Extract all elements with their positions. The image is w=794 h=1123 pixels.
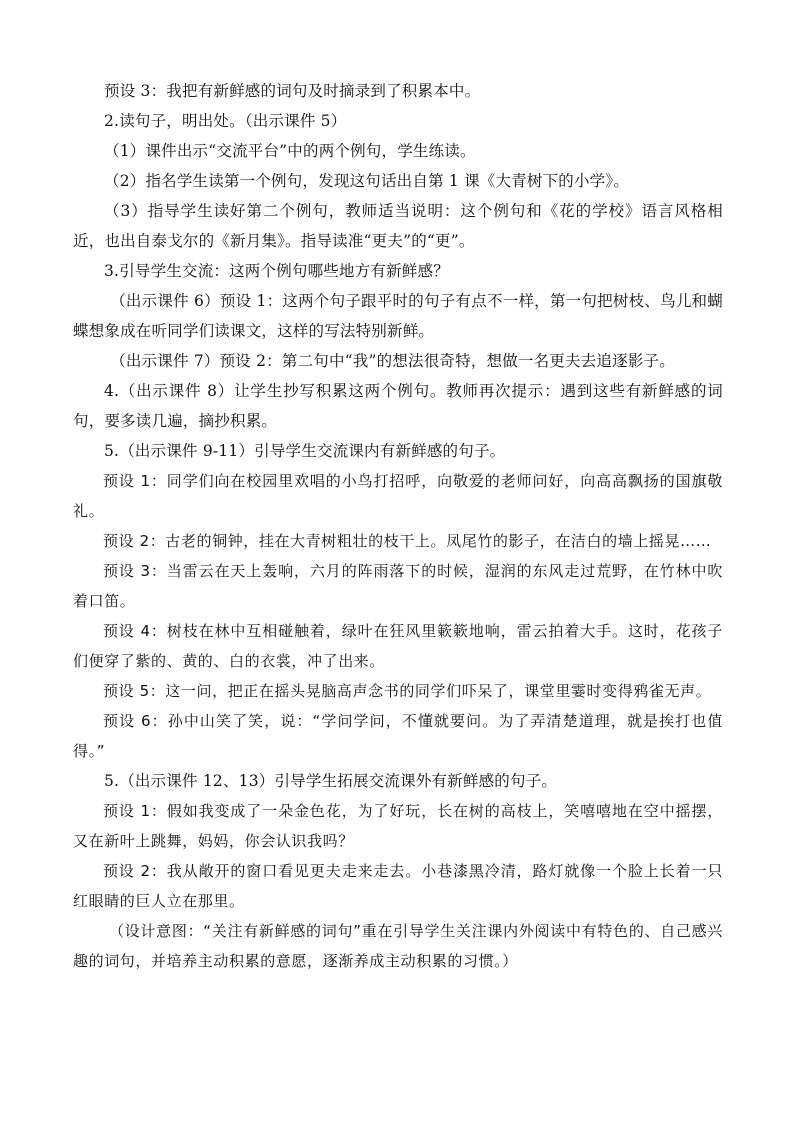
paragraph-step-2: 2.读句子，明出处。（出示课件 5） (104, 112, 347, 130)
paragraph-step-5b: 5.（出示课件 12、13）引导学生拓展交流课外有新鲜感的句子。 (104, 772, 558, 790)
paragraph-step-2-2: （2）指名学生读第一个例句，发现这句话出自第 1 课《大青树下的小学》。 (104, 172, 630, 190)
paragraph-extra-preset-1: 预设 1：假如我变成了一朵金色花，为了好玩，长在树的高枝上，笑嘻嘻地在空中摇摆，又在新叶上跳舞，妈妈，你会认识我吗？ (73, 802, 723, 850)
paragraph-design-intent: （设计意图：“关注有新鲜感的词句”重在引导学生关注课内外阅读中有特色的、自己感兴趣的词句，并培养主动积累的意愿，逐渐养成主动积累的习惯。） (73, 922, 723, 970)
paragraph-step-2-1: （1）课件出示“交流平台”中的两个例句，学生练读。 (104, 142, 476, 160)
paragraph-step-3-preset-1: （出示课件 6）预设 1：这两个句子跟平时的句子有点不一样，第一句把树枝、鸟儿和蝴蝶想象成在听同学们读课文，这样的写法特别新鲜。 (73, 292, 723, 340)
paragraph-inclass-preset-1: 预设 1：同学们向在校园里欢唱的小鸟打招呼，向敬爱的老师问好，向高高飘扬的国旗敬礼。 (73, 472, 723, 520)
paragraph-step-2-3: （3）指导学生读好第二个例句，教师适当说明：这个例句和《花的学校》语言风格相近，也出自泰戈尔的《新月集》。指导读准“更夫”的“更”。 (73, 202, 723, 250)
paragraph-step-4: 4.（出示课件 8）让学生抄写积累这两个例句。教师再次提示：遇到这些有新鲜感的词句，要多读几遍，摘抄积累。 (73, 382, 723, 430)
paragraph-inclass-preset-2: 预设 2：古老的铜钟，挂在大青树粗壮的枝干上。凤尾竹的影子，在洁白的墙上摇晃…… (103, 532, 712, 550)
document-body (73, 76, 723, 976)
paragraph-inclass-preset-6: 预设 6：孙中山笑了笑，说：“学问学问，不懂就要问。为了弄清楚道理，就是挨打也值得。” (73, 712, 723, 760)
paragraph-extra-preset-2: 预设 2：我从敞开的窗口看见更夫走来走去。小巷漆黑冷清，路灯就像一个脸上长着一只红眼睛的巨人立在那里。 (73, 862, 723, 910)
paragraph-inclass-preset-4: 预设 4：树枝在林中互相碰触着，绿叶在狂风里簌簌地响，雷云拍着大手。这时，花孩子们便穿了紫的、黄的、白的衣裳，冲了出来。 (73, 622, 723, 670)
paragraph-step-5a: 5.（出示课件 9-11）引导学生交流课内有新鲜感的句子。 (104, 442, 506, 460)
paragraph-step-3-preset-2: （出示课件 7）预设 2：第二句中“我”的想法很奇特，想做一名更夫去追逐影子。 (110, 352, 675, 370)
paragraph-preset-3: 预设 3：我把有新鲜感的词句及时摘录到了积累本中。 (104, 82, 481, 100)
paragraph-inclass-preset-3: 预设 3：当雷云在天上轰响，六月的阵雨落下的时候，湿润的东风走过荒野，在竹林中吹着口笛。 (73, 562, 723, 610)
paragraph-inclass-preset-5: 预设 5：这一问，把正在摇头晃脑高声念书的同学们吓呆了，课堂里霎时变得鸦雀无声。 (103, 682, 712, 700)
paragraph-step-3: 3.引导学生交流：这两个例句哪些地方有新鲜感？ (104, 262, 449, 280)
